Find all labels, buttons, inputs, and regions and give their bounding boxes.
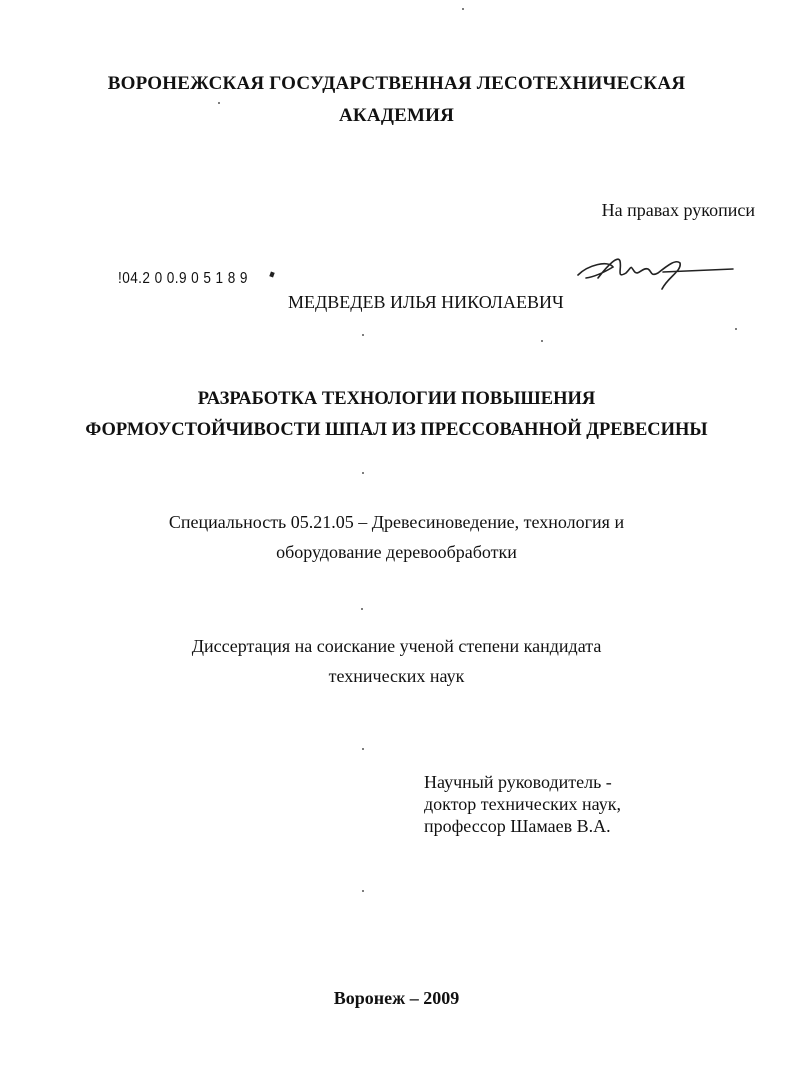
specialty-line-1: Специальность 05.21.05 – Древесиноведение, технология и	[168, 512, 625, 532]
thesis-title-line-2: ФОРМОУСТОЙЧИВОСТИ ШПАЛ ИЗ ПРЕССОВАННОЙ ДРЕВЕСИНЫ	[85, 420, 708, 440]
scan-speck	[362, 748, 364, 750]
supervisor-block	[424, 771, 621, 837]
registry-stamp: !04.2 0 0.9 0 5 1 8 9	[118, 270, 248, 287]
supervisor-line-3: профессор Шамаев В.А.	[424, 816, 611, 836]
supervisor-line-1: Научный руководитель -	[424, 772, 612, 792]
scan-speck	[362, 334, 364, 336]
stamp-mark-icon	[269, 271, 274, 277]
supervisor-line-2: доктор технических наук,	[424, 794, 621, 814]
signature-icon	[568, 245, 738, 297]
degree-line-1: Диссертация на соискание ученой степени кандидата	[191, 636, 602, 656]
scan-speck	[362, 890, 364, 892]
scan-speck	[541, 340, 543, 342]
scan-speck	[462, 8, 464, 10]
place-year: Воронеж – 2009	[333, 988, 460, 1008]
thesis-title-line-1: РАЗРАБОТКА ТЕХНОЛОГИИ ПОВЫШЕНИЯ	[197, 389, 596, 409]
degree-line-2: технических наук	[328, 666, 465, 686]
manuscript-rights: На правах рукописи	[601, 200, 755, 220]
scan-speck	[361, 608, 363, 610]
scan-speck	[362, 472, 364, 474]
institution-line-1: ВОРОНЕЖСКАЯ ГОСУДАРСТВЕННАЯ ЛЕСОТЕХНИЧЕСКАЯ	[107, 73, 686, 94]
scan-speck	[218, 102, 220, 104]
institution-line-2: АКАДЕМИЯ	[339, 105, 454, 126]
scan-speck	[735, 328, 737, 330]
specialty-line-2: оборудование деревообработки	[276, 542, 517, 562]
author-name: МЕДВЕДЕВ ИЛЬЯ НИКОЛАЕВИЧ	[288, 292, 564, 312]
